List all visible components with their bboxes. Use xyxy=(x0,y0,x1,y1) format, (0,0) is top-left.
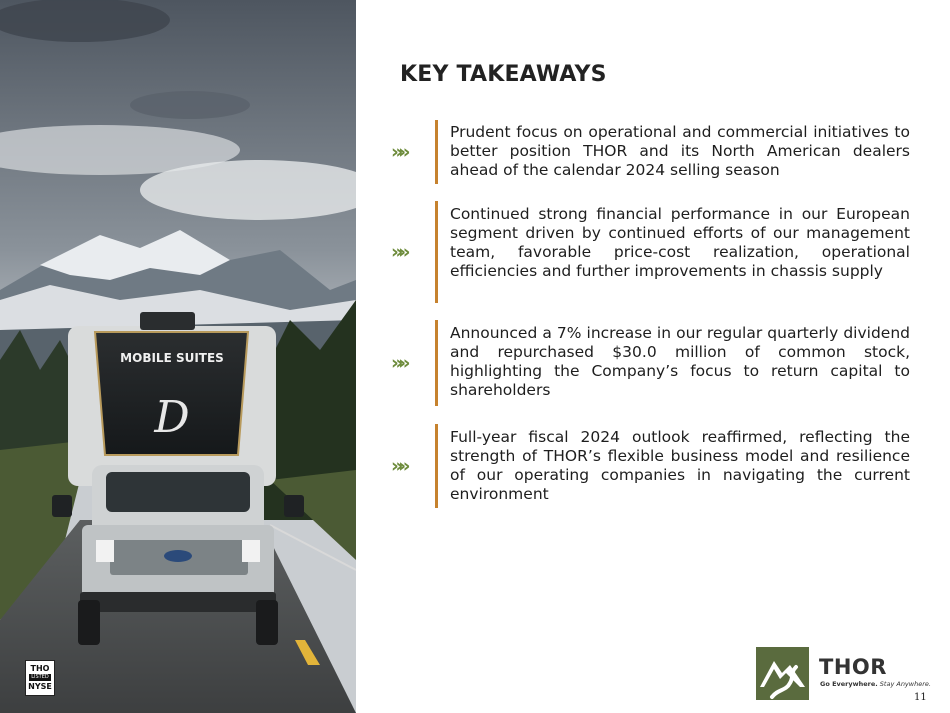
takeaway-item xyxy=(391,201,911,303)
accent-bar xyxy=(435,201,438,303)
takeaway-item xyxy=(391,320,911,406)
rv-mountain-image xyxy=(0,0,356,713)
accent-bar xyxy=(435,424,438,508)
takeaway-text: Full-year fiscal 2024 outlook reaffirmed, reflecting the strength of THOR’s flexible business model and resilience of our operating companies in navigating the current environment xyxy=(450,428,910,503)
chevron-right-icon: »» xyxy=(391,241,406,263)
accent-bar xyxy=(435,120,438,184)
page-number: 11 xyxy=(914,692,927,703)
chevron-right-icon: »» xyxy=(391,352,406,374)
takeaway-item xyxy=(391,424,911,510)
hero-photo xyxy=(0,0,356,713)
chevron-right-icon: »» xyxy=(391,455,406,477)
logo-wordmark: THOR xyxy=(819,655,887,679)
tagline-bold: Go Everywhere. xyxy=(820,680,878,688)
badge-ticker: THO xyxy=(30,664,50,673)
mountain-road-icon xyxy=(756,647,809,700)
takeaway-item xyxy=(391,120,911,186)
accent-bar xyxy=(435,320,438,406)
takeaway-text: Announced a 7% increase in our regular quarterly dividend and repurchased $30.0 million of common stock, highlighting the Company’s focus to return capital to shareholders xyxy=(450,324,910,399)
rv-monogram: D xyxy=(154,392,190,443)
logo-tagline xyxy=(820,680,931,688)
badge-exchange: NYSE xyxy=(28,682,52,691)
tagline-italic: Stay Anywhere. xyxy=(879,680,931,688)
logo-mark xyxy=(756,647,809,700)
rv-label: MOBILE SUITES xyxy=(120,351,224,365)
chevron-right-icon: »» xyxy=(391,141,406,163)
nyse-badge xyxy=(25,660,55,696)
takeaway-text: Continued strong financial performance in our European segment driven by continued efforts of our management team, favorable price-cost realization, operational efficiencies and further improvements in chassis supply xyxy=(450,205,910,280)
takeaway-text: Prudent focus on operational and commercial initiatives to better position THOR and its North American dealers ahead of the calendar 2024 selling season xyxy=(450,123,910,179)
badge-listed: LISTED xyxy=(29,674,51,681)
page-title: KEY TAKEAWAYS xyxy=(400,62,607,87)
